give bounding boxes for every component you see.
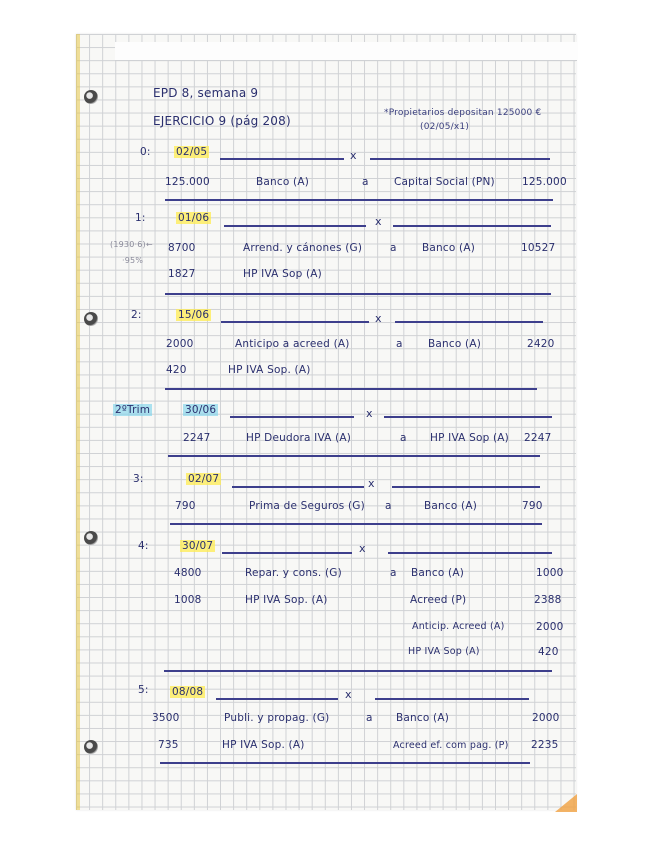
- debit-amount: 125.000: [165, 176, 210, 188]
- separator-x: x: [368, 477, 375, 490]
- entry-number: 2ºTrim: [115, 404, 151, 416]
- debit-amount: 420: [166, 364, 187, 376]
- credit-account: Banco (A): [424, 500, 478, 512]
- entry-date: 01/06: [178, 212, 210, 224]
- connector-a: a: [385, 500, 392, 512]
- notebook-page: [76, 34, 576, 810]
- entry-number: 5:: [138, 684, 149, 696]
- separator-line: [395, 321, 543, 323]
- note-line-1: *Propietarios depositan 125000 €: [384, 108, 542, 118]
- credit-amount: 2420: [527, 338, 555, 350]
- credit-account: Banco (A): [396, 712, 450, 724]
- separator-x: x: [350, 149, 357, 162]
- credit-amount: 10527: [521, 242, 556, 254]
- binder-hole-icon: [84, 531, 98, 545]
- connector-a: a: [390, 242, 397, 254]
- credit-account: Acreed ef. com pag. (P): [393, 740, 509, 751]
- page-title: EPD 8, semana 9: [153, 86, 259, 100]
- debit-account: HP Deudora IVA (A): [246, 432, 352, 444]
- debit-account: HP IVA Sop (A): [243, 268, 322, 280]
- credit-account: Anticip. Acreed (A): [412, 621, 505, 632]
- separator-x: x: [359, 542, 366, 555]
- debit-account: Anticipo a acreed (A): [235, 338, 350, 350]
- entry-number: 2:: [131, 309, 142, 321]
- debit-amount: 735: [158, 739, 179, 751]
- connector-a: a: [400, 432, 407, 444]
- page-corner-tab: [555, 794, 577, 812]
- connector-a: a: [390, 567, 397, 579]
- note-line-2: (02/05/x1): [420, 122, 470, 132]
- debit-amount: 790: [175, 500, 196, 512]
- credit-amount: 420: [538, 646, 559, 658]
- credit-account: Banco (A): [411, 567, 465, 579]
- debit-amount: 3500: [152, 712, 180, 724]
- debit-amount: 8700: [168, 242, 196, 254]
- separator-line: [222, 552, 352, 554]
- debit-account: HP IVA Sop. (A): [245, 594, 328, 606]
- binder-hole-icon: [84, 90, 98, 104]
- credit-amount: 2247: [524, 432, 552, 444]
- credit-amount: 2000: [536, 621, 564, 633]
- separator-line: [221, 321, 369, 323]
- exercise-label: EJERCICIO 9 (pág 208): [153, 114, 291, 128]
- debit-amount: 2000: [166, 338, 194, 350]
- separator-line: [232, 486, 364, 488]
- debit-account: Publi. y propag. (G): [224, 712, 330, 724]
- entry-date: 30/06: [185, 404, 217, 416]
- debit-account: Repar. y cons. (G): [245, 567, 342, 579]
- debit-account: HP IVA Sop. (A): [228, 364, 311, 376]
- credit-account: HP IVA Sop (A): [408, 646, 480, 657]
- separator-x: x: [375, 312, 382, 325]
- separator-line: [384, 416, 552, 418]
- credit-amount: 790: [522, 500, 543, 512]
- separator-line: [393, 225, 551, 227]
- separator-line: [216, 698, 338, 700]
- entry-date: 30/07: [182, 540, 214, 552]
- connector-a: a: [366, 712, 373, 724]
- credit-account: Capital Social (PN): [394, 176, 495, 188]
- debit-amount: 4800: [174, 567, 202, 579]
- page-margin-edge: [76, 34, 80, 810]
- entry-number: 4:: [138, 540, 149, 552]
- entry-date: 15/06: [178, 309, 210, 321]
- separator-line: [220, 158, 344, 160]
- entry-date: 02/07: [188, 473, 220, 485]
- entry-underline: [165, 388, 537, 390]
- separator-line: [224, 225, 366, 227]
- separator-line: [388, 552, 552, 554]
- entry-underline: [165, 293, 551, 295]
- binder-hole-icon: [84, 740, 98, 754]
- entry-date: 02/05: [176, 146, 208, 158]
- entry-underline: [164, 670, 552, 672]
- separator-x: x: [375, 215, 382, 228]
- debit-account: Banco (A): [256, 176, 310, 188]
- entry-date: 08/08: [172, 686, 204, 698]
- debit-amount: 1827: [168, 268, 196, 280]
- entry-underline: [170, 523, 542, 525]
- debit-account: Arrend. y cánones (G): [243, 242, 363, 254]
- separator-line: [392, 486, 540, 488]
- debit-account: HP IVA Sop. (A): [222, 739, 305, 751]
- separator-line: [370, 158, 550, 160]
- binder-hole-icon: [84, 312, 98, 326]
- connector-a: a: [396, 338, 403, 350]
- entry-number: 3:: [133, 473, 144, 485]
- separator-line: [230, 416, 354, 418]
- debit-amount: 2247: [183, 432, 211, 444]
- page-header-strip: [115, 42, 577, 61]
- debit-amount: 1008: [174, 594, 202, 606]
- side-calculation: (1930·6)←: [110, 240, 153, 249]
- credit-amount: 125.000: [522, 176, 567, 188]
- entry-underline: [168, 455, 540, 457]
- credit-account: Banco (A): [428, 338, 482, 350]
- credit-amount: 1000: [536, 567, 564, 579]
- connector-a: a: [362, 176, 369, 188]
- credit-account: Banco (A): [422, 242, 476, 254]
- separator-x: x: [345, 688, 352, 701]
- separator-line: [375, 698, 529, 700]
- credit-amount: 2235: [531, 739, 559, 751]
- credit-account: Acreed (P): [410, 594, 467, 606]
- side-calculation: ·95%: [122, 256, 144, 265]
- credit-account: HP IVA Sop (A): [430, 432, 509, 444]
- entry-number: 0:: [140, 146, 151, 158]
- debit-account: Prima de Seguros (G): [249, 500, 365, 512]
- entry-number: 1:: [135, 212, 146, 224]
- credit-amount: 2000: [532, 712, 560, 724]
- separator-x: x: [366, 407, 373, 420]
- credit-amount: 2388: [534, 594, 562, 606]
- entry-underline: [165, 199, 553, 201]
- entry-underline: [160, 762, 530, 764]
